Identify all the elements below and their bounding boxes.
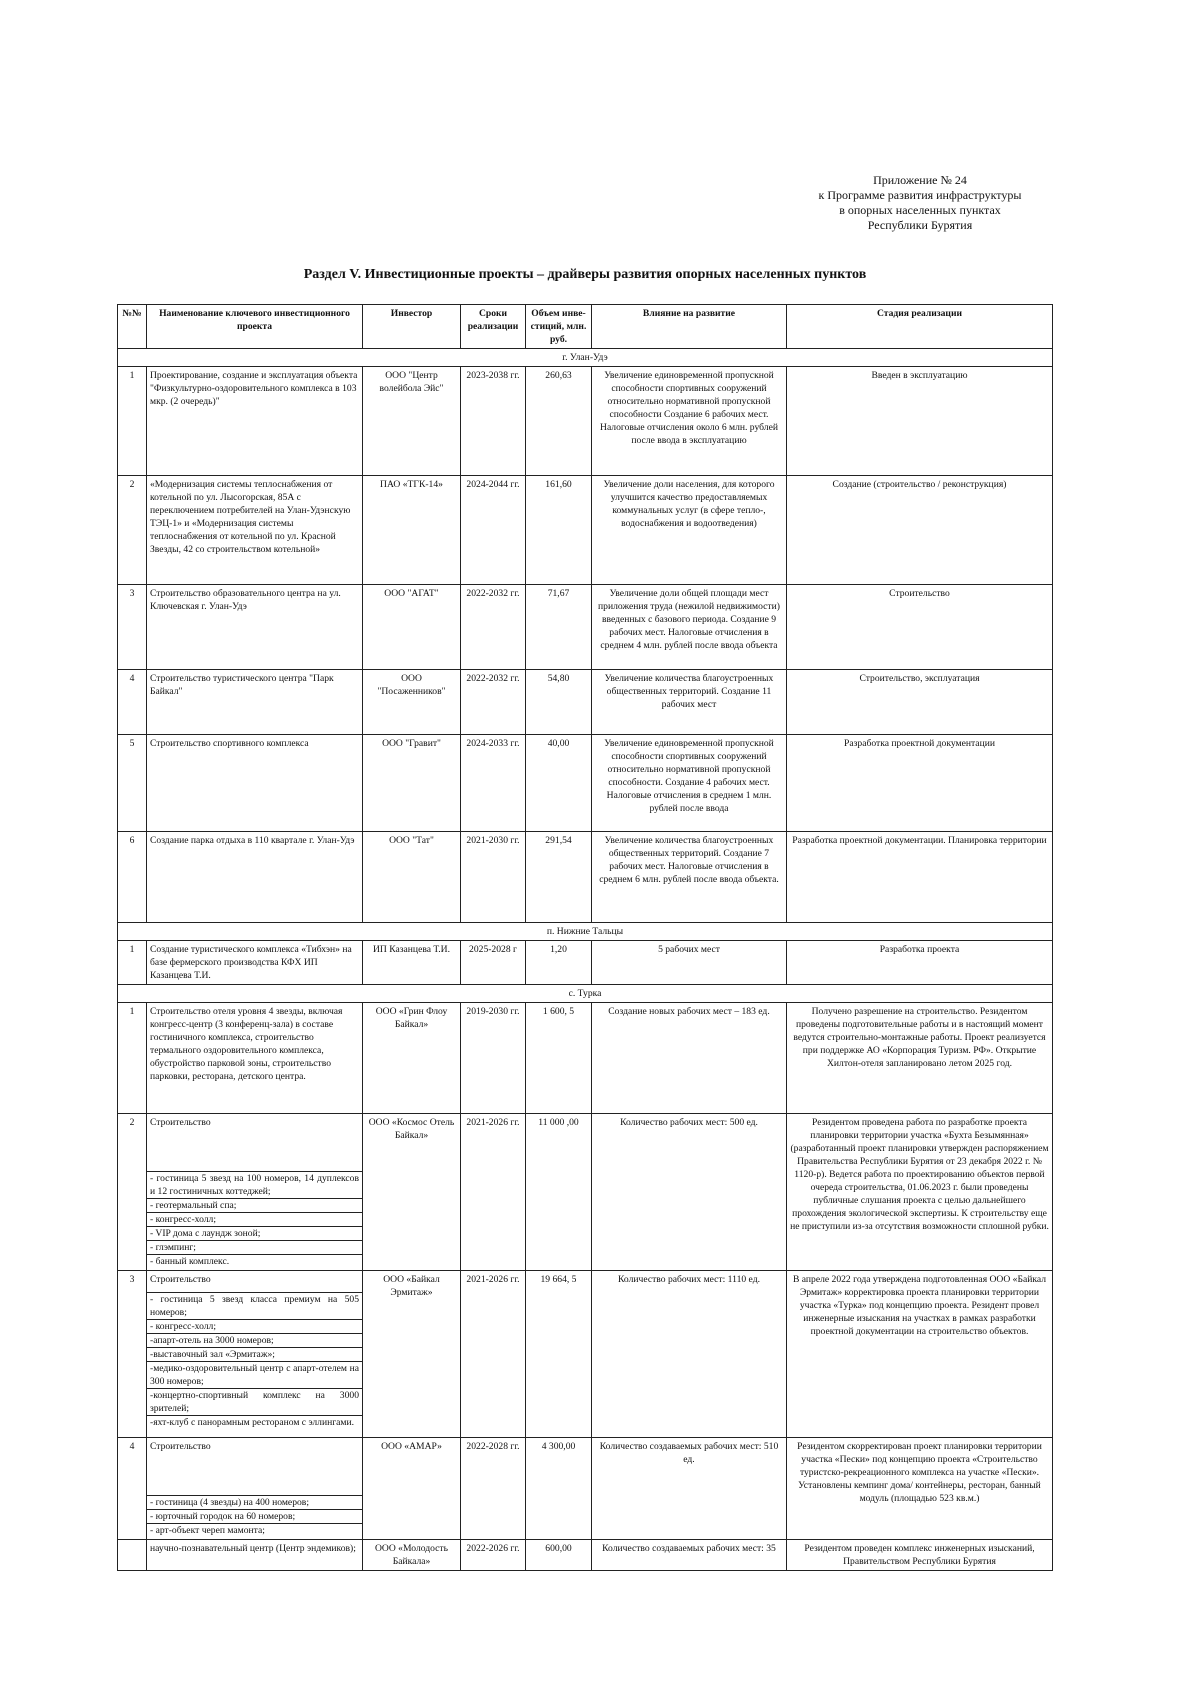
project-subitem: - геотермальный спа; — [147, 1198, 362, 1212]
cell-volume: 4 300,00 — [526, 1438, 592, 1540]
cell-terms: 2024-2044 гг. — [461, 476, 526, 585]
cell-name — [147, 1438, 363, 1540]
appendix-line: к Программе развития инфраструктуры — [818, 188, 1022, 202]
cell-num: 6 — [118, 832, 147, 923]
cell-terms: 2019-2030 гг. — [461, 1003, 526, 1114]
header-num: №№ — [118, 305, 147, 349]
section-title: Раздел V. Инвестиционные проекты – драйверы развития опорных населенных пунктов — [303, 267, 867, 282]
cell-volume: 1,20 — [526, 941, 592, 985]
table-row — [118, 476, 1053, 585]
cell-volume: 161,60 — [526, 476, 592, 585]
project-subitem: - глэмпинг; — [147, 1240, 362, 1254]
cell-investor: ООО "АГАТ" — [363, 585, 461, 670]
cell-terms: 2022-2026 гг. — [461, 1540, 526, 1571]
cell-impact: 5 рабочих мест — [592, 941, 787, 985]
cell-volume: 54,80 — [526, 670, 592, 735]
appendix-line: в опорных населенных пунктах — [839, 203, 1001, 217]
cell-num: 1 — [118, 1003, 147, 1114]
cell-stage: Строительство, эксплуатация — [787, 670, 1053, 735]
cell-stage: Разработка проекта — [787, 941, 1053, 985]
table-row — [118, 735, 1053, 832]
cell-terms: 2024-2033 гг. — [461, 735, 526, 832]
cell-name: Строительство туристического центра "Парк Байкал" — [147, 670, 363, 735]
cell-stage: Строительство — [787, 585, 1053, 670]
cell-terms: 2025-2028 г — [461, 941, 526, 985]
cell-impact: Увеличение количества благоустроенных общественных территорий. Создание 7 рабочих мест. Налоговые отчисления в среднем 6 млн. рублей после ввода объекта. — [592, 832, 787, 923]
cell-name: Создание парка отдыха в 110 квартале г. Улан-Удэ — [147, 832, 363, 923]
project-name: Строительство — [150, 1274, 211, 1285]
project-subitem: - конгресс-холл; — [147, 1212, 362, 1226]
cell-volume: 11 000 ,00 — [526, 1114, 592, 1271]
header-volume: Объем инве-стиций, млн. руб. — [526, 305, 592, 349]
project-subitem: -концертно-спортивный комплекс на 3000 зрителей; — [147, 1388, 362, 1415]
cell-investor: ООО "Гравит" — [363, 735, 461, 832]
cell-num: 1 — [118, 367, 147, 476]
table-row — [118, 367, 1053, 476]
cell-terms: 2022-2032 гг. — [461, 585, 526, 670]
table-row — [118, 1003, 1053, 1114]
cell-name: Создание туристического комплекса «Тибхэн» на базе фермерского производства КФХ ИП Казанцева Т.И. — [147, 941, 363, 985]
cell-terms: 2022-2028 гг. — [461, 1438, 526, 1540]
cell-volume: 600,00 — [526, 1540, 592, 1571]
cell-terms: 2022-2032 гг. — [461, 670, 526, 735]
project-subitem: - конгресс-холл; — [147, 1319, 362, 1333]
section-title-cell: г. Улан-Удэ — [118, 349, 1053, 367]
cell-stage: Создание (строительство / реконструкция) — [787, 476, 1053, 585]
cell-terms: 2021-2026 гг. — [461, 1114, 526, 1271]
project-subitem: - арт-объект череп мамонта; — [147, 1523, 362, 1537]
cell-name: Строительство образовательного центра на ул. Ключевская г. Улан-Удэ — [147, 585, 363, 670]
cell-impact: Создание новых рабочих мест – 183 ед. — [592, 1003, 787, 1114]
cell-investor: ООО «Космос Отель Байкал» — [363, 1114, 461, 1271]
project-name: Строительство — [150, 1117, 211, 1128]
section-row — [118, 349, 1053, 367]
cell-impact: Увеличение количества благоустроенных общественных территорий. Создание 11 рабочих мест — [592, 670, 787, 735]
cell-investor: ООО «АМАР» — [363, 1438, 461, 1540]
project-subitem: - гостиница 5 звезд на 100 номеров, 14 дуплексов и 12 гостиничных коттеджей; — [147, 1171, 362, 1198]
cell-investor: ИП Казанцева Т.И. — [363, 941, 461, 985]
table-header-row — [118, 305, 1053, 349]
cell-stage: Разработка проектной документации. Планировка территории — [787, 832, 1053, 923]
table-row — [118, 1540, 1053, 1571]
appendix-line: Республики Бурятия — [867, 218, 973, 232]
cell-impact: Увеличение доли общей площади мест приложения труда (нежилой недвижимости) введенных с базового периода. Создание 9 рабочих мест. Налоговые отчисления в среднем 4 млн. рублей после ввода объекта — [592, 585, 787, 670]
project-subitem: -выставочный зал «Эрмитаж»; — [147, 1347, 362, 1361]
cell-name: Проектирование, создание и эксплуатация объекта "Физкультурно-оздоровительного комплекса в 103 мкр. (2 очередь)" — [147, 367, 363, 476]
cell-num: 2 — [118, 476, 147, 585]
cell-impact: Увеличение доли населения, для которого улучшится качество предоставляемых коммунальных услуг (в сфере тепло-, водоснабжения и водоотведения) — [592, 476, 787, 585]
cell-name — [147, 1271, 363, 1438]
cell-num: 3 — [118, 1271, 147, 1438]
project-subitem: - юрточный городок на 60 номеров; — [147, 1509, 362, 1523]
cell-investor: ООО «Байкал Эрмитаж» — [363, 1271, 461, 1438]
cell-num — [118, 1540, 147, 1571]
cell-investor: ООО «Молодость Байкала» — [363, 1540, 461, 1571]
cell-num: 3 — [118, 585, 147, 670]
table-row — [118, 1114, 1053, 1271]
cell-num: 4 — [118, 670, 147, 735]
cell-investor: ООО «Грин Флоу Байкал» — [363, 1003, 461, 1114]
cell-stage: Резидентом скорректирован проект планировки территории участка «Пески» под концепцию проекта «Строительство туристско-рекреационного комплекса на участке «Пески». Установлены кемпинг дома/ контейнеры, ресторан, банный модуль (площадью 523 кв.м.) — [787, 1438, 1053, 1540]
cell-stage: Введен в эксплуатацию — [787, 367, 1053, 476]
cell-name: научно-познавательный центр (Центр эндемиков); — [147, 1540, 363, 1571]
table-row — [118, 670, 1053, 735]
header-name: Наименование ключевого инвестиционного проекта — [147, 305, 363, 349]
cell-volume: 19 664, 5 — [526, 1271, 592, 1438]
project-subitem: - банный комплекс. — [147, 1254, 362, 1268]
cell-stage: Резидентом проведена работа по разработке проекта планировки территории участка «Бухта Безымянная» (разработанный проект планировки утвержден распоряжением Правительства Республики Бурятия от 23 декабря 2022 г. № 1120-р). Ведется работа по проектированию объектов первой очереда строительства, 01.06.2023 г. были проведены публичные слушания проекта с целью дальнейшего прохождения экологической экспертизы. К строительству еще не приступили из-за отсутствия возможности сплошной рубки. — [787, 1114, 1053, 1271]
cell-investor: ООО "Тат" — [363, 832, 461, 923]
project-subitem: - VIP дома с лаундж зоной; — [147, 1226, 362, 1240]
header-terms: Сроки реализации — [461, 305, 526, 349]
cell-terms: 2023-2038 гг. — [461, 367, 526, 476]
cell-name — [147, 1114, 363, 1271]
project-subitem: -апарт-отель на 3000 номеров; — [147, 1333, 362, 1347]
cell-stage: В апреле 2022 года утверждена подготовленная ООО «Байкал Эрмитаж» корректировка проекта планировки территории участка «Турка» под концепцию проекта. Резидент провел инженерные изыскания на участках в рамках разработки проектной документации на строительство объектов. — [787, 1271, 1053, 1438]
project-subitem: - гостиница (4 звезды) на 400 номеров; — [147, 1495, 362, 1509]
cell-volume: 291,54 — [526, 832, 592, 923]
section-title-cell: с. Турка — [118, 985, 1053, 1003]
cell-volume: 260,63 — [526, 367, 592, 476]
cell-investor: ПАО «ТГК-14» — [363, 476, 461, 585]
cell-impact: Количество создаваемых рабочих мест: 510 ед. — [592, 1438, 787, 1540]
cell-volume: 1 600, 5 — [526, 1003, 592, 1114]
table-row — [118, 1271, 1053, 1438]
cell-investor: ООО "Центр волейбола Эйс" — [363, 367, 461, 476]
cell-name: Строительство спортивного комплекса — [147, 735, 363, 832]
cell-terms: 2021-2026 гг. — [461, 1271, 526, 1438]
cell-impact: Увеличение единовременной пропускной способности спортивных сооружений относительно нормативной пропускной способности. Создание 4 рабочих мест. Налоговые отчисления в среднем 1 млн. рублей после ввода — [592, 735, 787, 832]
cell-terms: 2021-2030 гг. — [461, 832, 526, 923]
cell-name: «Модернизация системы теплоснабжения от котельной по ул. Лысогорская, 85А с переключением потребителей на Улан-Удэнскую ТЭЦ-1» и «Модернизация системы теплоснабжения от котельной по ул. Красной Звезды, 42 со строительством котельной» — [147, 476, 363, 585]
cell-volume: 71,67 — [526, 585, 592, 670]
cell-impact: Количество рабочих мест: 1110 ед. — [592, 1271, 787, 1438]
cell-num: 1 — [118, 941, 147, 985]
header-investor: Инвестор — [363, 305, 461, 349]
investment-projects-table — [117, 304, 1053, 1571]
section-row — [118, 985, 1053, 1003]
section-title-cell: п. Нижние Тальцы — [118, 923, 1053, 941]
table-row — [118, 941, 1053, 985]
appendix-line: Приложение № 24 — [873, 173, 967, 187]
table-body — [118, 349, 1053, 1571]
header-impact: Влияние на развитие — [592, 305, 787, 349]
cell-impact: Увеличение единовременной пропускной способности спортивных сооружений относительно нормативной пропускной способности Создание 6 рабочих мест. Налоговые отчисления около 6 млн. рублей после ввода в эксплуатацию — [592, 367, 787, 476]
cell-volume: 40,00 — [526, 735, 592, 832]
header-stage: Стадия реализации — [787, 305, 1053, 349]
cell-impact: Количество создаваемых рабочих мест: 35 — [592, 1540, 787, 1571]
appendix-header — [790, 173, 1050, 233]
table-row — [118, 1438, 1053, 1540]
cell-impact: Количество рабочих мест: 500 ед. — [592, 1114, 787, 1271]
cell-num: 5 — [118, 735, 147, 832]
cell-num: 4 — [118, 1438, 147, 1540]
project-subitem: -яхт-клуб с панорамным рестораном с эллингами. — [147, 1415, 362, 1429]
cell-stage: Получено разрешение на строительство. Резидентом проведены подготовительные работы и в настоящий момент ведутся строительно-монтажные работы. Проект реализуется при поддержке АО «Корпорация Туризм. РФ». Открытие Хилтон-отеля запланировано летом 2025 год. — [787, 1003, 1053, 1114]
project-subitem: - гостиница 5 звезд класса премиум на 505 номеров; — [147, 1292, 362, 1319]
project-name: Строительство — [150, 1441, 211, 1452]
table-row — [118, 585, 1053, 670]
project-subitem: -медико-оздоровительный центр с апарт-отелем на 300 номеров; — [147, 1361, 362, 1388]
section-row — [118, 923, 1053, 941]
cell-stage: Резидентом проведен комплекс инженерных изысканий, Правительством Республики Бурятия — [787, 1540, 1053, 1571]
table-row — [118, 832, 1053, 923]
cell-stage: Разработка проектной документации — [787, 735, 1053, 832]
cell-name: Строительство отеля уровня 4 звезды, включая конгресс-центр (3 конференц-зала) в составе гостиничного комплекса, строительство термального оздоровительного комплекса, обустройство парковой зоны, строительство парковки, ресторана, детского центра. — [147, 1003, 363, 1114]
cell-investor: ООО "Посаженников" — [363, 670, 461, 735]
cell-num: 2 — [118, 1114, 147, 1271]
